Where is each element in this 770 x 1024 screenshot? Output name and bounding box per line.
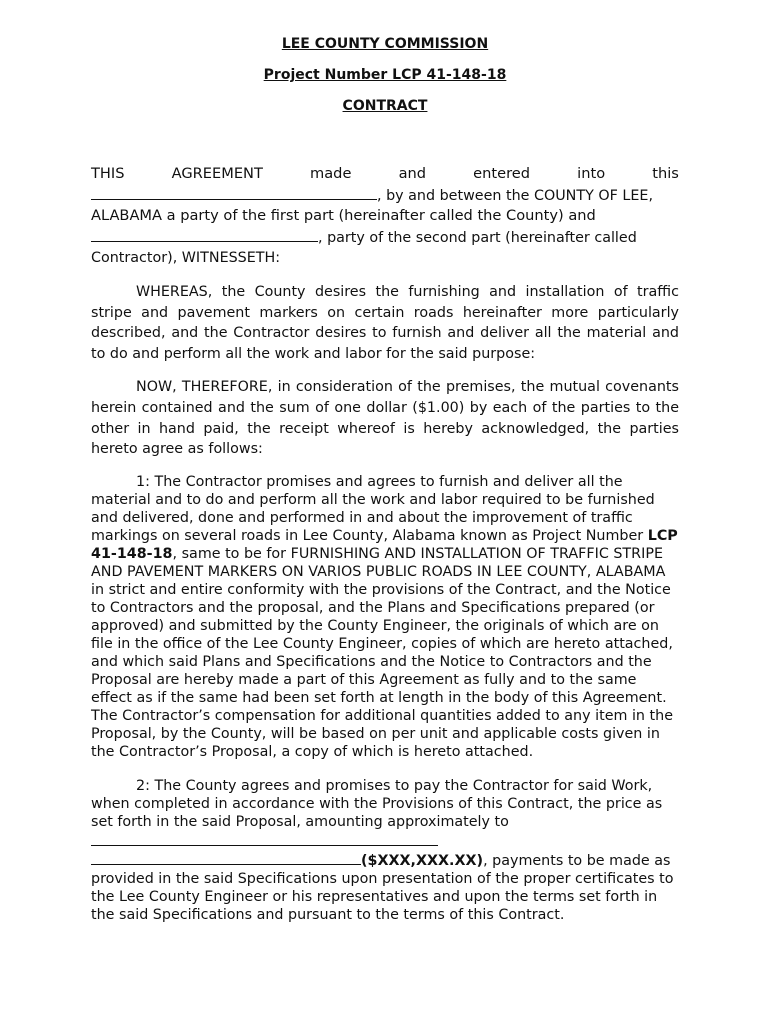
document-title: LEE COUNTY COMMISSION [281, 36, 489, 52]
clause-1-paragraph [91, 473, 679, 761]
word: AGREEMENT [171, 165, 263, 182]
agreement-text: , by and between the COUNTY OF LEE, [377, 187, 653, 204]
project-number: Project Number LCP 41-148-18 [263, 67, 507, 83]
date-blank [91, 185, 377, 200]
amount-words-blank [91, 833, 438, 846]
word: made [310, 165, 352, 182]
word: and [398, 165, 427, 182]
agreement-line-3: ALABAMA a party of the first part (hereinafter called the County) and [91, 207, 596, 225]
agreement-line-4 [91, 227, 679, 249]
agreement-line-2 [91, 185, 679, 207]
word: into [577, 165, 606, 182]
word: this [652, 165, 679, 182]
document-type: CONTRACT [342, 98, 428, 114]
contractor-name-blank [91, 227, 318, 242]
agreement-line-1 [91, 164, 679, 185]
agreement-text: , party of the second part (hereinafter called [318, 229, 637, 246]
document-page [91, 36, 679, 924]
agreement-paragraph [91, 164, 679, 269]
clause-2-payment-text: , payments to be made as provided in the said Specifications upon presentation of the proper certificates to the Lee County Engineer or his representatives and upon the terms set forth in the said Specifications and pursuant to the terms of this Contract. [91, 852, 674, 923]
clause-2-paragraph: 2: The County agrees and promises to pay the Contractor for said Work, when completed in accordance with the Provisions of this Contract, the price as set forth in the said Proposal, amounting approximately to [91, 777, 663, 830]
clause-1-text: 1: The Contractor promises and agrees to furnish and deliver all the material and to do and perform all the work and labor required to be furnished and delivered, done and performed in and about the improvement of traffic markings on several roads in Lee County, Alabama known as Project Number [91, 473, 655, 544]
amount-blank [91, 850, 361, 865]
whereas-paragraph: WHEREAS, the County desires the furnishing and installation of traffic stripe and pavement markers on certain roads hereinafter more particularly described, and the Contractor desires to furnish and deliver all the material and to do and perform all the work and labor for the said purpose: [91, 283, 679, 362]
clause-1-text-continued: , same to be for FURNISHING AND INSTALLATION OF TRAFFIC STRIPE AND PAVEMENT MARKERS ON VARIOS PUBLIC ROADS IN LEE COUNTY, ALABAMA in strict and entire conformity with the provisions of the Contract, and the Notice to Contractors and the proposal, and the Plans and Specifications prepared (or approved) and submitted by the County Engineer, the originals of which are on file in the office of the Lee County Engineer, copies of which are hereto attached, and which said Plans and Specifications and the Notice to Contractors and the Proposal are hereby made a part of this Agreement as fully and to the same effect as if the same had been set forth at length in the body of this Agreement. The Contractor’s compensation for additional quantities added to any item in the Proposal, by the County, will be based on per unit and applicable costs given in the Contractor’s Proposal, a copy of which is hereto attached. [91, 545, 673, 760]
word: THIS [91, 165, 125, 182]
clause-1-project-number: LCP 41-148-18 [91, 527, 678, 562]
agreement-line-5: Contractor), WITNESSETH: [91, 250, 281, 267]
word: entered [473, 165, 531, 182]
now-therefore-paragraph: NOW, THEREFORE, in consideration of the premises, the mutual covenants herein contained and the sum of one dollar ($1.00) by each of the parties to the other in hand paid, the receipt whereof is hereby acknowledged, the parties hereto agree as follows: [91, 379, 679, 458]
clause-2-payment [91, 850, 679, 924]
contract-amount: ($XXX,XXX.XX) [361, 852, 484, 869]
